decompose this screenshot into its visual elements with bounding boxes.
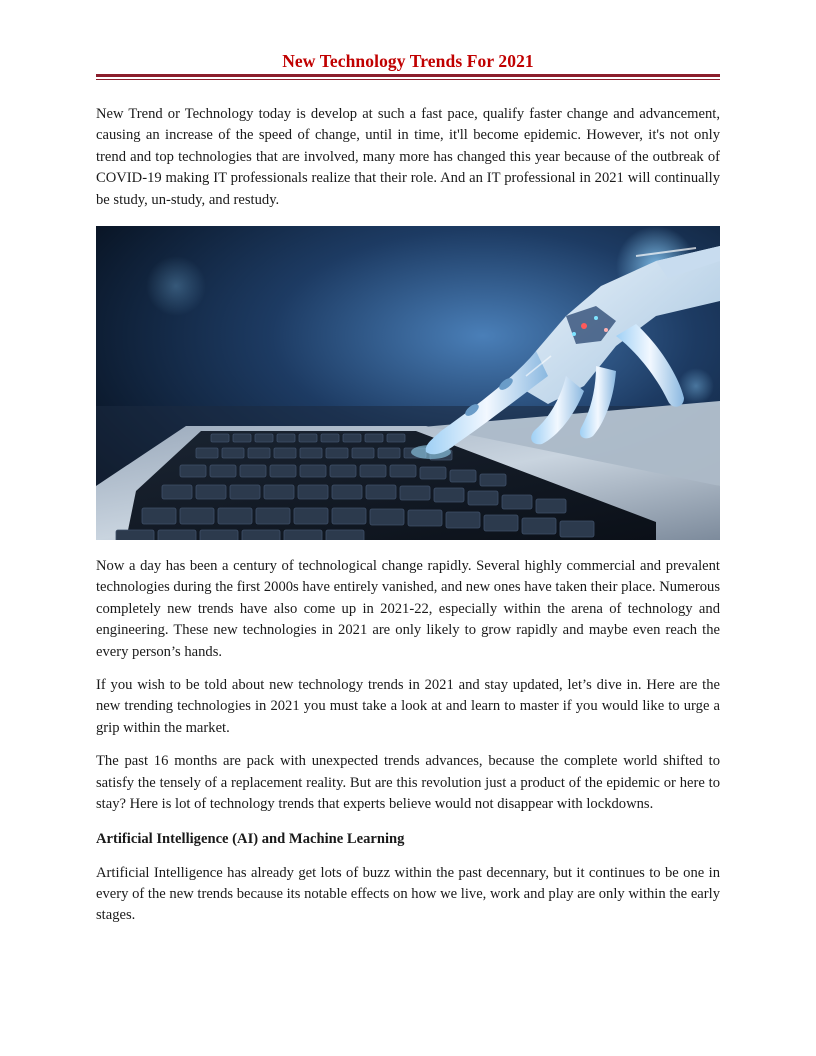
document-title: New Technology Trends For 2021 <box>282 51 534 71</box>
section-heading-ai-ml: Artificial Intelligence (AI) and Machine Learning <box>96 830 405 847</box>
robot-hand-illustration <box>96 226 720 540</box>
paragraph-past-16-months: The past 16 months are pack with unexpected trends advances, because the complete world shifted to satisfy the tensely of a replacement reality. But are this revolution just a product of the epidemic or here to stay? Here is lot of technology trends that experts believe would not disappear with lockdowns. <box>96 753 720 813</box>
paragraph-technological-change: Now a day has been a century of technological change rapidly. Several highly commercial and prevalent technologies during the first 2000s have entirely vanished, and new ones have taken their place. Numerous completely new trends have also come up in 2021-22, especially within the arena of technology and engineering. These new technologies in 2021 are only likely to grow rapidly and maybe even reach the every person’s hands. <box>96 558 720 660</box>
title-rule-thick <box>96 74 720 77</box>
paragraph-ai: Artificial Intelligence has already get lots of buzz within the past decennary, but it continues to be one in every of the new trends because its notable effects on how we live, work and play are only within the early stages. <box>96 864 720 924</box>
title-rule-thin <box>96 79 720 80</box>
document-page <box>96 0 720 927</box>
robot-hand-laptop-image <box>96 226 720 540</box>
paragraph-stay-updated: If you wish to be told about new technology trends in 2021 and stay updated, let’s dive in. Here are the new trending technologies in 2021 you must take a look at and learn to master if you would like to urge a grip within the market. <box>96 677 720 736</box>
intro-paragraph: New Trend or Technology today is develop at such a fast pace, qualify faster change and advancement, causing an increase of the speed of change, until in time, it'll become epidemic. However, it's not only trend and top technologies that are involved, many more has changed this year because of the outbreak of COVID-19 making IT professionals realize that their role. And an IT professional in 2021 will continually be study, un-study, and restudy. <box>96 106 720 208</box>
title-double-rule <box>96 74 720 81</box>
